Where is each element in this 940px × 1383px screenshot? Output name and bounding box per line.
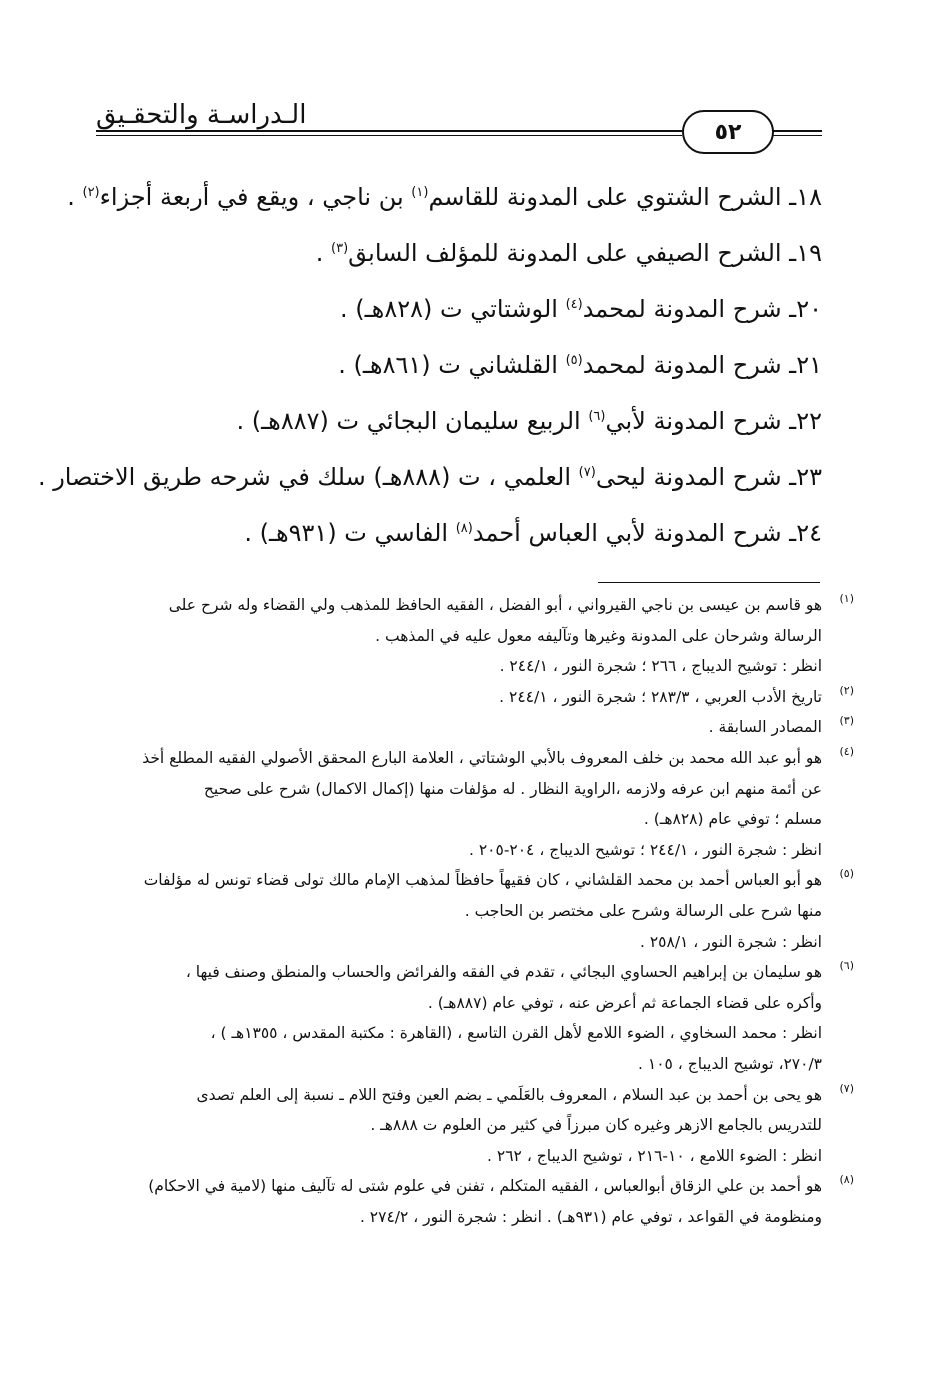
list-item — [102, 221, 822, 277]
footnote-line: انظر : شجرة النور ، ٢٥٨/١ . — [639, 932, 822, 951]
footnote-number: (١) — [839, 592, 854, 605]
list-item — [102, 333, 822, 389]
footnote-ref: (١) — [411, 185, 429, 200]
item-text: ١٩ـ الشرح الصيفي على المدونة للمؤلف السابق — [348, 239, 822, 267]
footnote-number: (٣) — [839, 714, 854, 728]
footnote — [97, 957, 854, 1079]
footnote-ref: (٧) — [578, 465, 596, 480]
running-header-title: الـدراسـة والتحقـيق — [96, 100, 307, 130]
item-text: الربيع سليمان البجائي ت (٨٨٧هـ) . — [236, 407, 589, 435]
sources-list — [37, 165, 822, 557]
item-text: ٢٤ـ شرح المدونة لأبي العباس أحمد — [472, 519, 822, 547]
item-text: ١٨ـ الشرح الشتوي على المدونة للقاسم — [428, 183, 822, 211]
footnote-line: للتدريس بالجامع الازهر وغيره كان مبرزاً في كثير من العلوم ت ٨٨٨هـ . — [370, 1116, 822, 1135]
footnotes — [97, 590, 854, 1232]
footnote-ref: (٤) — [565, 297, 583, 312]
item-text: ٢٣ـ شرح المدونة ليحى — [595, 463, 822, 491]
footnote-line: هو أبو العباس أحمد بن محمد القلشاني ، كان فقيهاً حافظاً لمذهب الإمام مالك تولى قضاء تونس له مؤلفات — [143, 871, 822, 890]
list-item — [37, 445, 822, 501]
list-item — [67, 165, 822, 221]
footnote-line: الرسالة وشرحان على المدونة وغيرها وتآليفه معول عليه في المذهب . — [375, 626, 822, 645]
item-text: ٢١ـ شرح المدونة لمحمد — [582, 351, 822, 379]
footnote-line: هو قاسم بن عيسى بن ناجي القيرواني ، أبو الفضل ، الفقيه الحافظ للمذهب ولي القضاء وله شرح على — [168, 596, 822, 614]
header-rule — [96, 130, 682, 136]
footnote-line: انظر : توشيح الديباج ، ٢٦٦ ؛ شجرة النور ، ٢٤٤/١ . — [499, 657, 822, 676]
footnote-line: هو أحمد بن علي الزقاق أبوالعباس ، الفقيه المتكلم ، تفنن في علوم شتى له تآليف منها (لامية في الاحكام) — [148, 1177, 822, 1196]
footnote-ref: (٣) — [331, 241, 349, 256]
footnote-number: (٧) — [839, 1081, 854, 1095]
footnote — [97, 865, 854, 957]
item-text: الفاسي ت (٩٣١هـ) . — [244, 519, 456, 547]
footnote-line: منها شرح على الرسالة وشرح على مختصر بن الحاجب . — [464, 901, 822, 920]
footnote-ref: (٨) — [455, 521, 473, 536]
footnote-number: (٥) — [839, 867, 854, 881]
footnote — [97, 590, 854, 682]
footnote-line: انظر : محمد السخاوي ، الضوء اللامع لأهل القرن التاسع ، (القاهرة : مكتبة المقدس ، ١٣٥٥هـ ) ، — [210, 1024, 822, 1043]
item-text: القلشاني ت (٨٦١هـ) . — [338, 351, 566, 379]
footnote-number: (٨) — [839, 1173, 854, 1187]
footnote-ref: (٦) — [588, 409, 606, 424]
item-text: العلمي ، ت (٨٨٨هـ) سلك في شرحه طريق الاختصار . — [37, 463, 579, 491]
item-text: ٢٠ـ شرح المدونة لمحمد — [582, 295, 822, 323]
footnote-line: تاريخ الأدب العربي ، ٢٨٣/٣ ؛ شجرة النور ، ٢٤٤/١ . — [499, 687, 822, 706]
footnote-separator — [598, 582, 820, 583]
footnote-ref: (٢) — [82, 185, 100, 200]
footnote-number: (٦) — [839, 959, 854, 973]
footnote-line: انظر : الضوء اللامع ، ١٠-٢١٦ ، توشيح الديباج ، ٢٦٢ . — [487, 1146, 822, 1165]
list-item — [102, 389, 822, 445]
footnote-line: عن أئمة منهم ابن عرفه ولازمه ،الراوية النظار . له مؤلفات منها (إكمال الاكمال) شرح على صحيح — [203, 779, 822, 798]
footnote-line: وأكره على قضاء الجماعة ثم أعرض عنه ، توفي عام (٨٨٧هـ) . — [427, 993, 822, 1012]
item-text: بن ناجي ، ويقع في أربعة أجزاء — [99, 183, 412, 211]
footnote-line: هو يحى بن أحمد بن عبد السلام ، المعروف بالعَلَمي ـ بضم العين وفتح اللام ـ نسبة إلى العلم تصدى — [196, 1085, 822, 1104]
footnote — [97, 682, 854, 713]
footnote — [97, 1080, 854, 1172]
footnote — [97, 743, 854, 865]
footnote-line: هو سليمان بن إبراهيم الحساوي البجائي ، تقدم في الفقه والفرائض والحساب والمنطق وصنف فيها ، — [185, 963, 822, 982]
footnote-line: انظر : شجرة النور ، ٢٤٤/١ ؛ توشيح الديباج ، ٢٠٤-٢٠٥ . — [468, 840, 822, 859]
footnote-number: (٤) — [839, 744, 854, 758]
footnote-number: (٢) — [839, 683, 854, 697]
footnote — [97, 712, 854, 743]
footnote-line: ومنظومة في القواعد ، توفي عام (٩٣١هـ) . انظر : شجرة النور ، ٢٧٤/٢ . — [359, 1207, 822, 1226]
header-rule-right — [770, 130, 822, 136]
list-item — [102, 501, 822, 557]
item-text: ٢٢ـ شرح المدونة لأبي — [605, 407, 822, 435]
footnote-line: المصادر السابقة . — [708, 718, 822, 737]
footnote-line: مسلم ؛ توفي عام (٨٢٨هـ) . — [643, 810, 822, 829]
footnote-line: هو أبو عبد الله محمد بن خلف المعروف بالأبي الوشتاتي ، العلامة البارع المحقق الأصولي الفقيه المطلع أخذ — [142, 748, 822, 767]
item-text: الوشتاتي ت (٨٢٨هـ) . — [340, 295, 566, 323]
item-text: . — [67, 183, 83, 211]
footnote-line: ٢٧٠/٣، توشيح الديباج ، ١٠٥ . — [638, 1054, 822, 1073]
footnote-ref: (٥) — [565, 353, 583, 368]
page-number: ٥٢ — [682, 110, 774, 154]
footnote — [97, 1171, 854, 1232]
list-item — [102, 277, 822, 333]
item-text: . — [315, 239, 332, 267]
